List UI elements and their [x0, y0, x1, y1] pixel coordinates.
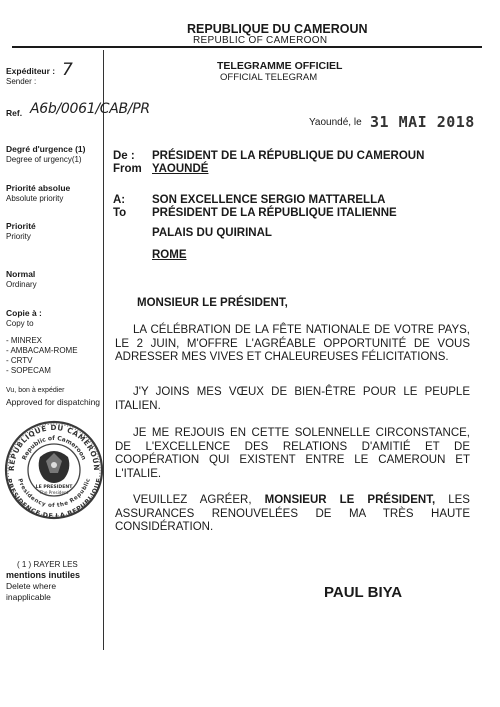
sidebar-divider [103, 50, 104, 650]
from-label-fr: De : [113, 150, 135, 162]
priority-fr: Priorité [6, 221, 36, 231]
presidential-seal [0, 395, 104, 541]
ref-label: Ref. [6, 108, 23, 118]
sender-value: 7 [62, 60, 73, 80]
copy-label-fr: Copie à : [6, 308, 42, 318]
footnote-line-4: inapplicable [6, 592, 51, 602]
paragraph-4 [115, 494, 470, 535]
seal-center-text-2: The President [39, 490, 69, 495]
priority-en: Priority [6, 232, 31, 241]
salutation: MONSIEUR LE PRÉSIDENT, [137, 297, 288, 309]
urgency-label-en: Degree of urgency(1) [6, 155, 82, 164]
paragraph-4-end: LES ASSURANCES RENOUVELÉES DE MA TRÈS HAUTE CONSIDÉRATION. [115, 494, 470, 533]
paragraph-4-start: VEUILLEZ AGRÉER, [133, 494, 265, 506]
country-title-fr: REPUBLIQUE DU CAMEROUN [187, 22, 368, 36]
approved-label-fr: Vu, bon à expédier [6, 387, 65, 394]
footnote-line-2: mentions inutiles [6, 570, 81, 580]
to-label-fr: A: [113, 194, 126, 206]
doc-type-fr: TELEGRAMME OFFICIEL [217, 60, 343, 72]
from-line-2: YAOUNDÉ [152, 163, 209, 175]
normal-fr: Normal [6, 269, 36, 279]
seal-bottom-inner-text: Presidency of the Republic [16, 478, 92, 510]
seal-bottom-outer-text: PRESIDENCE DE LA REPUBLIQUE [4, 477, 104, 521]
to-label-en: To [113, 207, 127, 219]
footnote-line-3: Delete where [6, 581, 57, 591]
seal-center-text-1: LE PRESIDENT [35, 485, 73, 490]
to-line-2: PRÉSIDENT DE LA RÉPUBLIQUE ITALIENNE [152, 207, 397, 219]
paragraph-3: JE ME REJOUIS EN CETTE SOLENNELLE CIRCONSTANCE, DE L'EXCELLENCE DES RELATIONS D'AMITIÉ ET DE COOPÉRATION QUI EXISTENT ENTRE LE CAMEROUN ET L'ITALIE. [115, 427, 470, 480]
priority-absolute-fr: Priorité absolue [6, 183, 71, 193]
urgency-label-fr: Degré d'urgence (1) [6, 144, 86, 154]
to-line-3: PALAIS DU QUIRINAL [152, 227, 272, 239]
from-label-en: From [113, 163, 142, 175]
normal-en: Ordinary [6, 280, 37, 289]
header-rule [12, 46, 482, 48]
doc-type-en: OFFICIAL TELEGRAM [220, 72, 318, 83]
seal-outer-text: REPUBLIQUE DU CAMEROUN [6, 422, 102, 472]
signature-name: PAUL BIYA [324, 584, 403, 601]
priority-absolute-en: Absolute priority [6, 194, 64, 203]
copy-item: - AMBACAM-ROME [6, 346, 78, 355]
approved-label-en: Approved for dispatching [6, 397, 101, 407]
ref-value: A6b/0061/CAB/PR [30, 101, 150, 117]
paragraph-2: J'Y JOINS MES VŒUX DE BIEN-ÊTRE POUR LE PEUPLE ITALIEN. [115, 386, 470, 412]
copy-item: - SOPECAM [6, 366, 51, 375]
sender-label-fr: Expéditeur : [6, 66, 56, 76]
emblem-icon [39, 451, 70, 483]
copy-label-en: Copy to [6, 319, 34, 328]
to-line-1: SON EXCELLENCE SERGIO MATTARELLA [152, 194, 386, 206]
date-stamp: 31 MAI 2018 [370, 113, 475, 131]
sender-label-en: Sender : [6, 77, 37, 86]
copy-item: - CRTV [6, 356, 33, 365]
country-title-en: REPUBLIC OF CAMEROON [193, 35, 328, 46]
seal-inner-text: Republic of Cameroon [20, 434, 88, 462]
to-line-4: ROME [152, 249, 187, 261]
paragraph-4-address: MONSIEUR LE PRÉSIDENT, [264, 494, 436, 506]
copy-item: - MINREX [6, 336, 42, 345]
dateline-place: Yaoundé, le [309, 117, 362, 128]
from-line-1: PRÉSIDENT DE LA RÉPUBLIQUE DU CAMEROUN [152, 150, 425, 162]
footnote-line-1: ( 1 ) RAYER LES [17, 560, 78, 569]
paragraph-1: LA CÉLÉBRATION DE LA FÊTE NATIONALE DE VOTRE PAYS, LE 2 JUIN, M'OFFRE L'AGRÉABLE OPPORTUNITÉ DE VOUS ADRESSER MES VIVES ET CHALEUREUSES FÉLICITATIONS. [115, 324, 470, 363]
